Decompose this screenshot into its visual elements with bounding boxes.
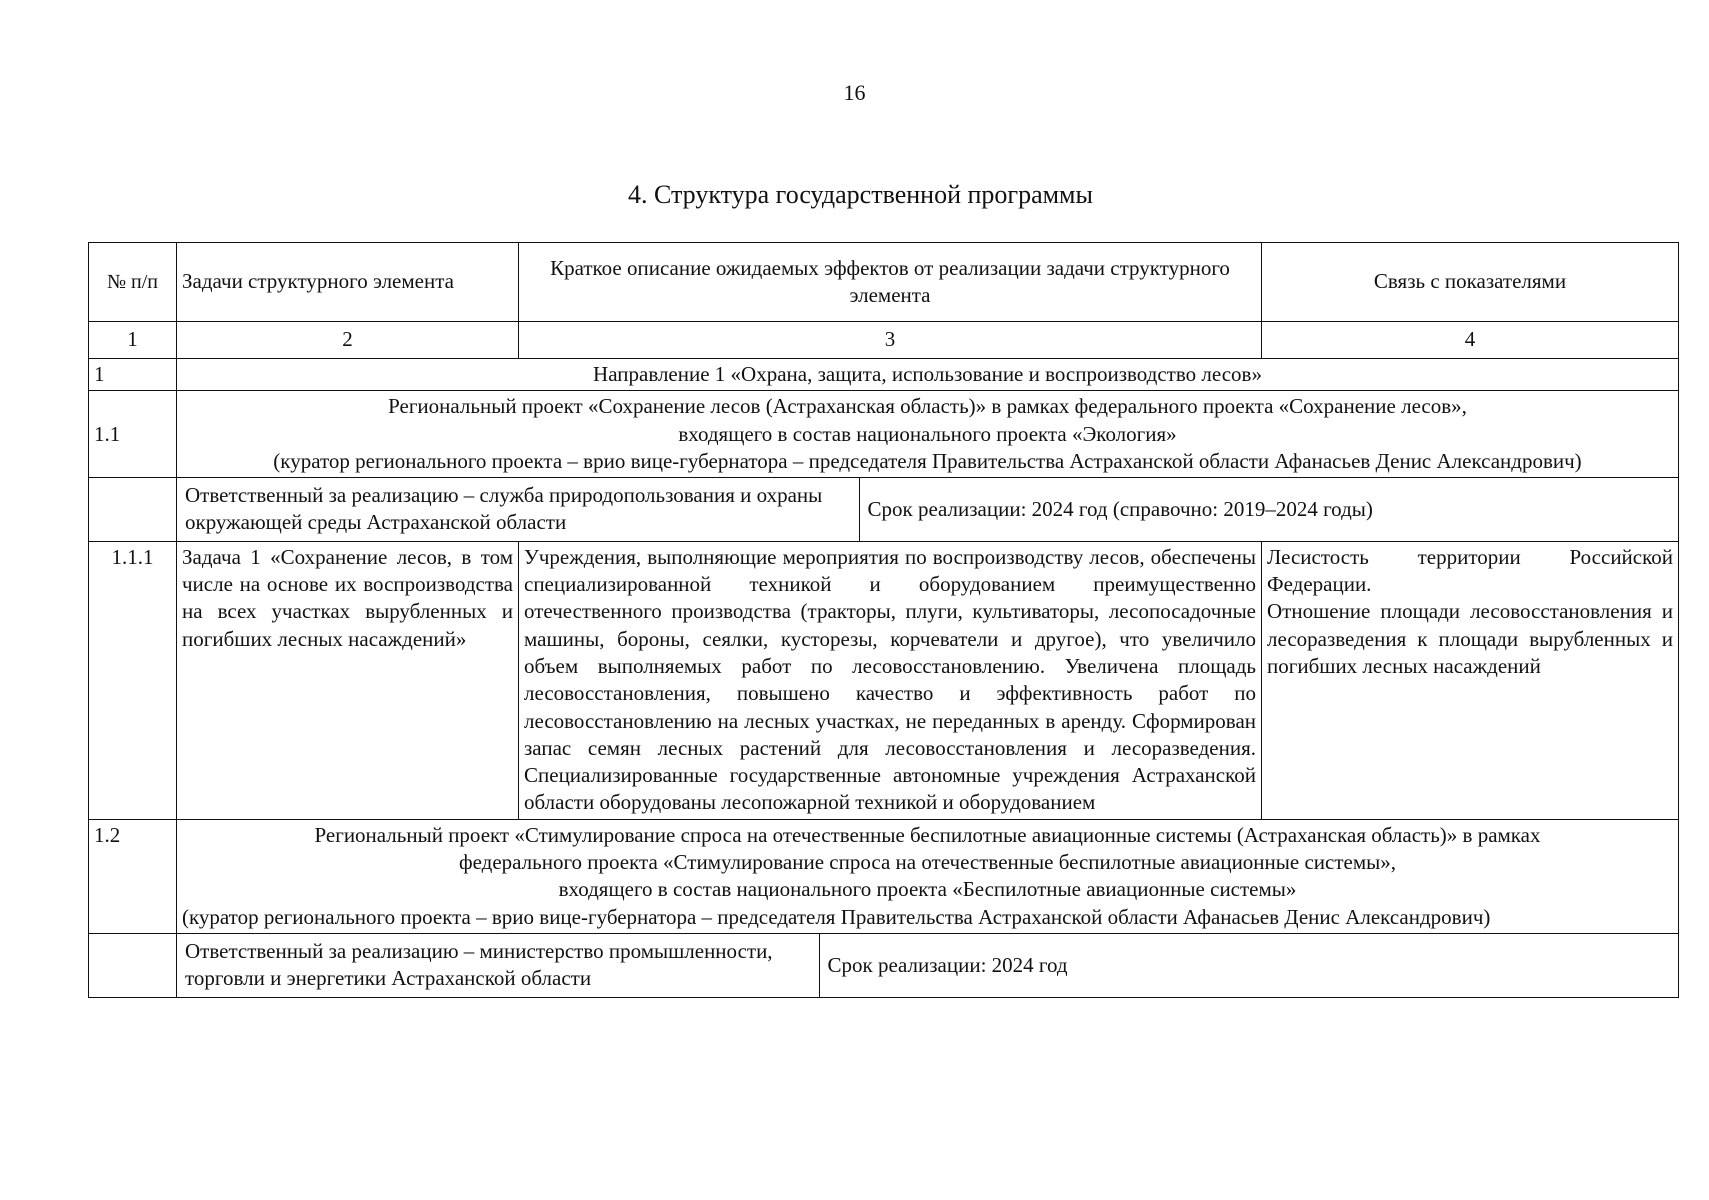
empty-cell — [89, 478, 177, 542]
task-row — [89, 541, 1679, 819]
indicator-item: Отношение площади лесовосстановления и лесоразведения к площади вырубленных и погибших лесных насаждений — [1267, 599, 1673, 678]
project-description — [177, 819, 1679, 933]
project-curator: (куратор регионального проекта – врио вице-губернатора – председателя Правительства Астраханской области Афанасьев Денис Александрович) — [273, 448, 1582, 473]
column-number: 3 — [519, 322, 1262, 359]
direction-row — [89, 359, 1679, 391]
project-row — [89, 391, 1679, 478]
indicator-item: Лесистость территории Российской Федерации. — [1267, 544, 1673, 597]
column-number: 4 — [1262, 322, 1679, 359]
task-indicators — [1262, 541, 1679, 819]
header-description: Краткое описание ожидаемых эффектов от реализации задачи структурного элемента — [519, 243, 1262, 322]
column-numbers-row — [89, 322, 1679, 359]
project-description — [177, 391, 1679, 478]
responsible-cell — [177, 478, 1679, 542]
program-structure-table — [88, 242, 1679, 998]
project-title-line: входящего в состав национального проекта «Экология» — [678, 421, 1177, 446]
task-name: Задача 1 «Сохранение лесов, в том числе на основе их воспроизводства на всех участках вырубленных и погибших лесных насаждений» — [177, 541, 519, 819]
page-title: 4. Структура государственной программы — [628, 180, 1093, 209]
responsible-executor: Ответственный за реализацию – министерство промышленности, торговли и энергетики Астраханской области — [177, 934, 819, 997]
project-title-line: Региональный проект «Стимулирование спроса на отечественные беспилотные авиационные системы (Астраханская область)» в рамках — [314, 822, 1541, 847]
project-title-line: входящего в состав национального проекта «Беспилотные авиационные системы» — [558, 877, 1297, 902]
direction-number: 1 — [89, 359, 177, 391]
column-number: 1 — [89, 322, 177, 359]
implementation-term: Срок реализации: 2024 год — [827, 952, 1068, 977]
table-header-row — [89, 243, 1679, 322]
implementation-term: Срок реализации: 2024 год (справочно: 2019–2024 годы) — [867, 496, 1373, 521]
project-responsible-row — [89, 933, 1679, 997]
task-number: 1.1.1 — [89, 541, 177, 819]
column-number: 2 — [177, 322, 519, 359]
project-number: 1.2 — [89, 819, 177, 933]
responsible-cell — [177, 933, 1679, 997]
header-indicators: Связь с показателями — [1262, 243, 1679, 322]
project-number: 1.1 — [89, 391, 177, 478]
responsible-executor: Ответственный за реализацию – служба природопользования и охраны окружающей среды Астраханской области — [177, 478, 859, 541]
header-tasks: Задачи структурного элемента — [177, 243, 519, 322]
project-curator: (куратор регионального проекта – врио вице-губернатора – председателя Правительства Астраханской области Афанасьев Денис Александрович) — [182, 904, 1491, 929]
task-effects: Учреждения, выполняющие мероприятия по воспроизводству лесов, обеспечены специализированной техникой и оборудованием преимущественно отечественного производства (тракторы, плуги, культиваторы, лесопосадочные машины, бороны, сеялки, кусторезы, корчеватели и другое), что увеличило объем выполняемых работ по лесовосстановлению. Увеличена площадь лесовосстановления, повышено качество и эффективность работ по лесовосстановлению на лесных участках, не переданных в аренду. Сформирован запас семян лесных растений для лесовосстановления и лесоразведения. Специализированные государственные автономные учреждения Астраханской области оборудованы лесопожарной техникой и оборудованием — [519, 541, 1262, 819]
project-responsible-row — [89, 478, 1679, 542]
page-number: 16 — [843, 80, 866, 105]
project-row — [89, 819, 1679, 933]
project-title-line: федерального проекта «Стимулирование спроса на отечественные беспилотные авиационные системы», — [459, 850, 1396, 875]
direction-title: Направление 1 «Охрана, защита, использование и воспроизводство лесов» — [177, 359, 1679, 391]
header-number: № п/п — [89, 243, 177, 322]
empty-cell — [89, 933, 177, 997]
project-title-line: Региональный проект «Сохранение лесов (Астраханская область)» в рамках федерального проекта «Сохранение лесов», — [388, 394, 1467, 419]
